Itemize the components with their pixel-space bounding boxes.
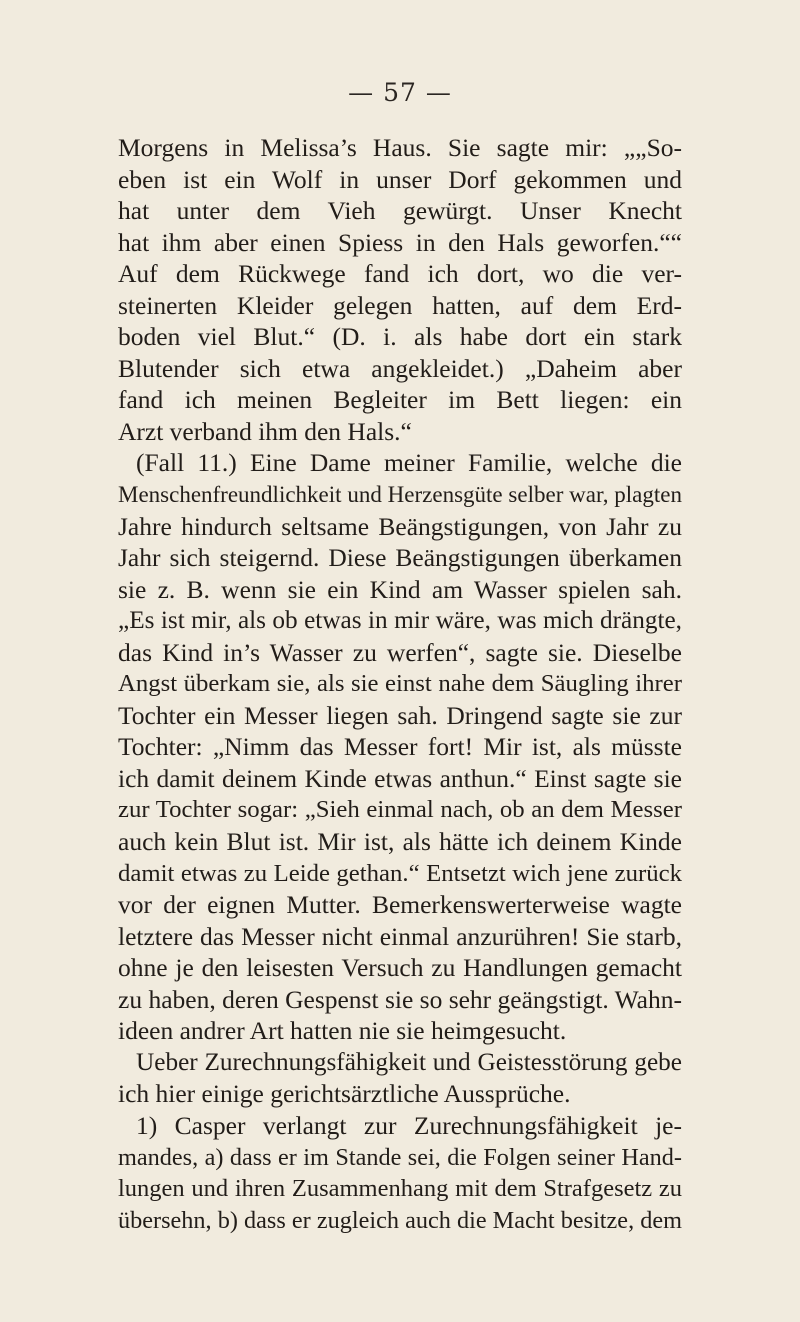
page-number: — 57 — [348, 78, 452, 107]
text-line: boden viel Blut.“ (D. i. als habe dort ein stark [118, 322, 682, 352]
text-line: das Kind in’s Wasser zu werfen“, sagte sie. Dieselbe [118, 637, 682, 667]
text-line: Ueber Zurechnungsfähigkeit und Geistesstörung gebe [136, 1047, 682, 1076]
text-line: steinerten Kleider gelegen hatten, auf dem Erd- [118, 290, 682, 320]
text-line: auch kein Blut ist. Mir ist, als hätte ich deinem Kinde [118, 827, 682, 857]
text-line: ich hier einige gerichtsärztliche Aussprüche. [118, 1079, 571, 1109]
text-line: mandes, a) dass er im Stande sei, die Folgen seiner Hand- [118, 1143, 682, 1171]
text-line: Blutender sich etwa angekleidet.) „Daheim aber [118, 353, 682, 383]
text-line: Jahre hindurch seltsame Beängstigungen, von Jahr zu [118, 511, 682, 541]
text-line: ohne je den leisesten Versuch zu Handlungen gemacht [118, 953, 682, 983]
text-line: zur Tochter sogar: „Sieh einmal nach, ob an dem Messer [118, 796, 682, 824]
text-line: ideen andrer Art hatten nie sie heimgesucht. [118, 1016, 567, 1046]
text-line: Arzt verband ihm den Hals.“ [118, 416, 412, 446]
text-line: 1) Casper verlangt zur Zurechnungsfähigkeit je- [136, 1110, 682, 1140]
text-line: Auf dem Rückwege fand ich dort, wo die ver- [118, 259, 682, 289]
text-line: damit etwas zu Leide gethan.“ Entsetzt wich jene zurück [118, 859, 682, 887]
text-line: lungen und ihren Zusammenhang mit dem Strafgesetz zu [118, 1175, 682, 1203]
text-line: hat ihm aber einen Spiess in den Hals geworfen.““ [118, 227, 682, 257]
text-line: Morgens in Melissa’s Haus. Sie sagte mir: „„So- [118, 133, 682, 162]
text-line: übersehn, b) dass er zugleich auch die Macht besitze, dem [118, 1206, 682, 1234]
text-line: hat unter dem Vieh gewürgt. Unser Knecht [118, 196, 682, 226]
text-line: Menschenfreundlichkeit und Herzensgüte selber war, plagten [118, 482, 682, 508]
text-line: Tochter: „Nimm das Messer fort! Mir ist, als müsste [118, 732, 682, 762]
text-line: Tochter ein Messer liegen sah. Dringend sagte sie zur [118, 700, 682, 730]
text-line: fand ich meinen Begleiter im Bett liegen: ein [118, 385, 682, 415]
text-line: eben ist ein Wolf in unser Dorf gekommen und [118, 164, 682, 194]
text-line: sie z. B. wenn sie ein Kind am Wasser spielen sah. [118, 574, 682, 604]
text-line: Angst überkam sie, als sie einst nahe dem Säugling ihrer [118, 670, 682, 698]
text-line: ich damit deinem Kinde etwas anthun.“ Einst sagte sie [118, 763, 682, 793]
text-line: zu haben, deren Gespenst sie so sehr geängstigt. Wahn- [118, 984, 682, 1014]
text-line: vor der eignen Mutter. Bemerkenswerterweise wagte [118, 890, 682, 920]
text-line: „Es ist mir, als ob etwas in mir wäre, was mich drängte, [118, 606, 682, 635]
text-line: Jahr sich steigernd. Diese Beängstigungen überkamen [118, 543, 682, 573]
text-line: (Fall 11.) Eine Dame meiner Familie, welche die [136, 448, 682, 478]
text-line: letztere das Messer nicht einmal anzurühren! Sie starb, [118, 921, 682, 951]
body-text [118, 132, 682, 1236]
